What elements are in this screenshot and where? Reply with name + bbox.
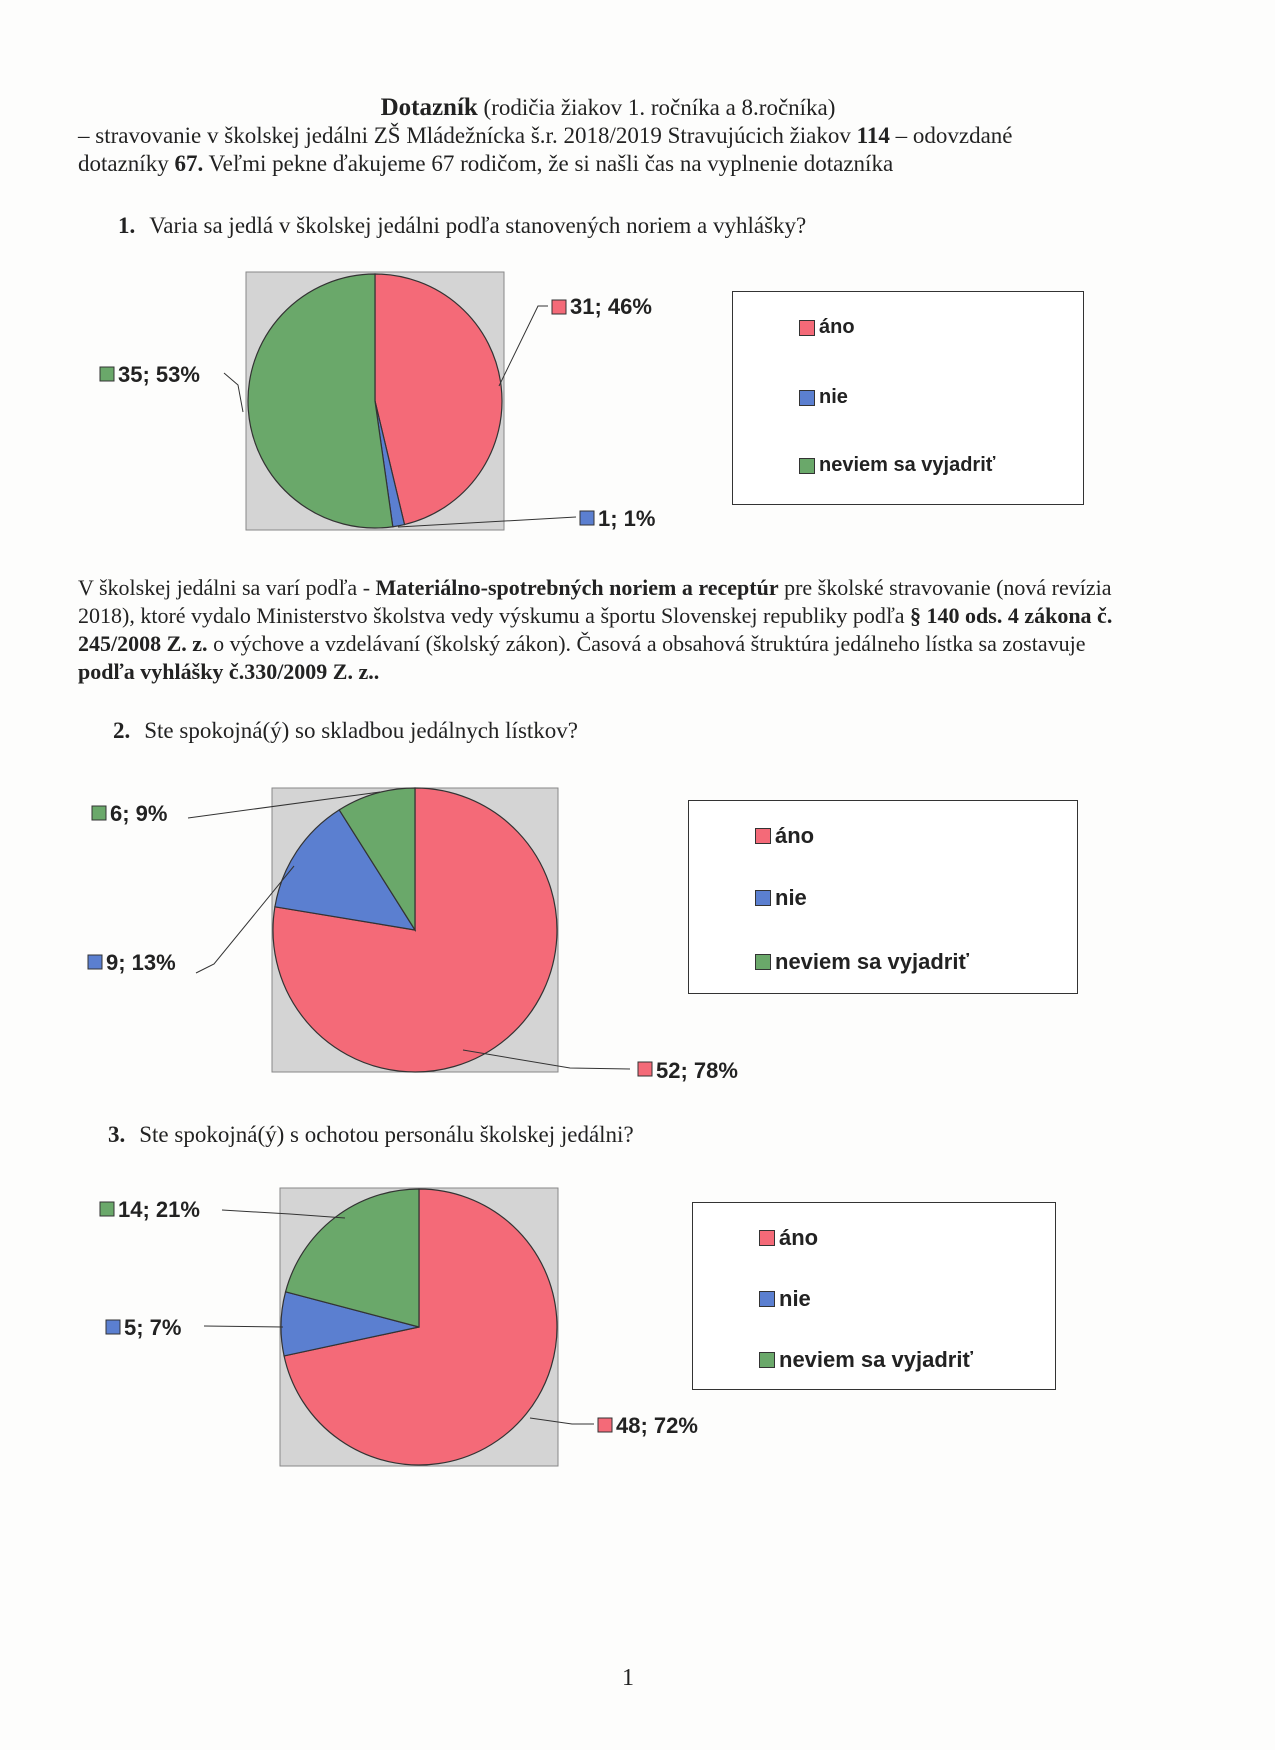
pie-chart-3-label-swatch-nie [106,1320,120,1334]
pie-chart-2-slice-nie [275,810,415,930]
legend-3-item-nie [759,1286,811,1312]
legend-1-item-nie [799,386,848,409]
question-2-number: 2. [113,718,131,743]
pie-chart-1-leader-nie [398,517,576,527]
legend-swatch-neviem [755,954,771,970]
pie-chart-3-label-swatch-neviem [100,1202,114,1216]
header-line3-end: Veľmi pekne ďakujeme 67 rodičom, že si našli čas na vyplnenie dotazníka [203,151,894,176]
legend-label-nie: nie [819,386,848,408]
pie-chart-3-slice-nie [281,1292,419,1356]
pie-chart-3-label-neviem: 14; 21% [118,1197,200,1222]
question-1-text: Varia sa jedlá v školskej jedálni podľa stanovených noriem a vyhlášky? [149,213,807,238]
pie-chart-1-slices [248,274,502,528]
legend-swatch-ano [755,828,771,844]
question-1 [118,213,806,239]
paragraph-bold-3: podľa vyhlášky č.330/2009 Z. z.. [78,659,380,684]
pie-chart-2-label-swatch-ano [638,1062,652,1076]
document-header [78,94,1138,178]
pie-chart-1-label-swatch-neviem [100,367,114,381]
legend-3-item-ano [759,1225,818,1251]
pie-chart-1-slice-ano [375,274,502,525]
legend-2-item-ano [755,823,814,849]
header-line3-text: dotazníky [78,151,175,176]
page-number: 1 [622,1665,634,1691]
students-count: 114 [856,123,890,148]
legend-2-item-nie [755,885,807,911]
legend-label-neviem: neviem sa vyjadriť [779,1347,973,1372]
pie-chart-2-slice-neviem [339,788,415,930]
paragraph-part-2: pre školské stravovanie (nová revízia 2018), ktoré vydalo Ministerstvo školstva vedy výskumu a športu Slovenskej republiky podľa [78,575,1112,628]
header-line-2 [78,122,1138,150]
pie-chart-3-slice-ano [284,1189,557,1465]
norms-paragraph [78,574,1138,686]
pie-chart-1-leader-neviem [224,373,243,412]
pie-chart-2-label-nie: 9; 13% [106,950,176,975]
legend-label-ano: áno [819,316,855,338]
legend-label-nie: nie [775,885,807,910]
pie-chart-2-leader-nie [196,866,294,973]
legend-label-neviem: neviem sa vyjadriť [775,949,969,974]
pie-chart-1-label-nie: 1; 1% [598,506,656,531]
legend-swatch-neviem [799,458,815,474]
header-line2-end: – odovzdané [889,123,1013,148]
legend-swatch-ano [759,1230,775,1246]
pie-chart-3-label-swatch-ano [598,1418,612,1432]
question-2 [113,718,578,744]
legend-swatch-nie [755,890,771,906]
header-line2-text: – stravovanie v školskej jedálni ZŠ Mládežnícka š.r. 2018/2019 Stravujúcich žiakov [78,123,857,148]
pie-chart-3-label-nie: 5; 7% [124,1315,182,1340]
legend-3-item-neviem [759,1347,973,1373]
pie-chart-3-slice-neviem [286,1189,419,1327]
pie-chart-3-slices [281,1189,557,1465]
pie-chart-2-legend [688,800,1078,994]
legend-1-item-ano [799,316,855,339]
legend-swatch-neviem [759,1352,775,1368]
returned-count: 67. [174,151,204,176]
pie-chart-1-label-swatch-ano [552,300,566,314]
pie-chart-1-label-swatch-nie [580,511,594,525]
title-bold: Dotazník [380,94,478,121]
question-3-text: Ste spokojná(ý) s ochotou personálu školskej jedálni? [139,1122,634,1147]
pie-chart-1-label-ano: 31; 46% [570,294,652,319]
paragraph-part-1: V školskej jedálni sa varí podľa - [78,575,376,600]
paragraph-bold-2: § 140 ods. 4 zákona č. 245/2008 Z. z. [78,603,1113,656]
pie-chart-3-legend [692,1202,1056,1390]
pie-chart-2-label-ano: 52; 78% [656,1058,738,1083]
header-title-line [78,94,1138,122]
paragraph-bold-1: Materiálno-spotrebných noriem a receptúr [375,575,779,600]
legend-swatch-nie [799,390,815,406]
legend-swatch-nie [759,1291,775,1307]
legend-label-ano: áno [775,823,815,848]
header-line-3 [78,150,1138,178]
pie-chart-1-legend [732,291,1084,505]
pie-chart-2-label-swatch-neviem [92,806,106,820]
pie-chart-2-slices [273,788,557,1072]
title-rest: (rodičia žiakov 1. ročníka a 8.ročníka) [477,95,836,120]
pie-chart-1-leader-ano [499,306,548,386]
legend-label-nie: nie [779,1286,811,1311]
question-3-number: 3. [108,1122,126,1147]
question-3 [108,1122,634,1148]
paragraph-part-3: o výchove a vzdelávaní (školský zákon). Časová a obsahová štruktúra jedálneho lístka sa zostavuje [207,631,1086,656]
legend-2-item-neviem [755,949,969,975]
legend-swatch-ano [799,320,815,336]
pie-chart-2-leader-neviem [188,792,380,818]
pie-chart-2-leader-ano [463,1050,630,1069]
pie-chart-2-label-neviem: 6; 9% [110,801,168,826]
pie-chart-3-plot-area [280,1188,558,1466]
pie-chart-1-label-neviem: 35; 53% [118,362,200,387]
legend-label-ano: áno [779,1225,819,1250]
pie-chart-1-plot-area [246,272,504,530]
legend-label-neviem: neviem sa vyjadriť [819,454,996,476]
pie-chart-3-leader-ano [530,1418,594,1424]
legend-1-item-neviem [799,454,995,477]
pie-chart-3-leader-nie [204,1326,283,1327]
pie-chart-1-slice-nie [375,401,405,527]
pie-chart-3-label-ano: 48; 72% [616,1413,698,1438]
pie-chart-1-slice-neviem [248,274,393,528]
pie-chart-3-leader-neviem [222,1210,345,1218]
pie-chart-2-plot-area [272,788,558,1072]
pie-chart-2-label-swatch-nie [88,955,102,969]
pie-chart-2-slice-ano [273,788,557,1072]
question-2-text: Ste spokojná(ý) so skladbou jedálnych lístkov? [144,718,578,743]
question-1-number: 1. [118,213,136,238]
